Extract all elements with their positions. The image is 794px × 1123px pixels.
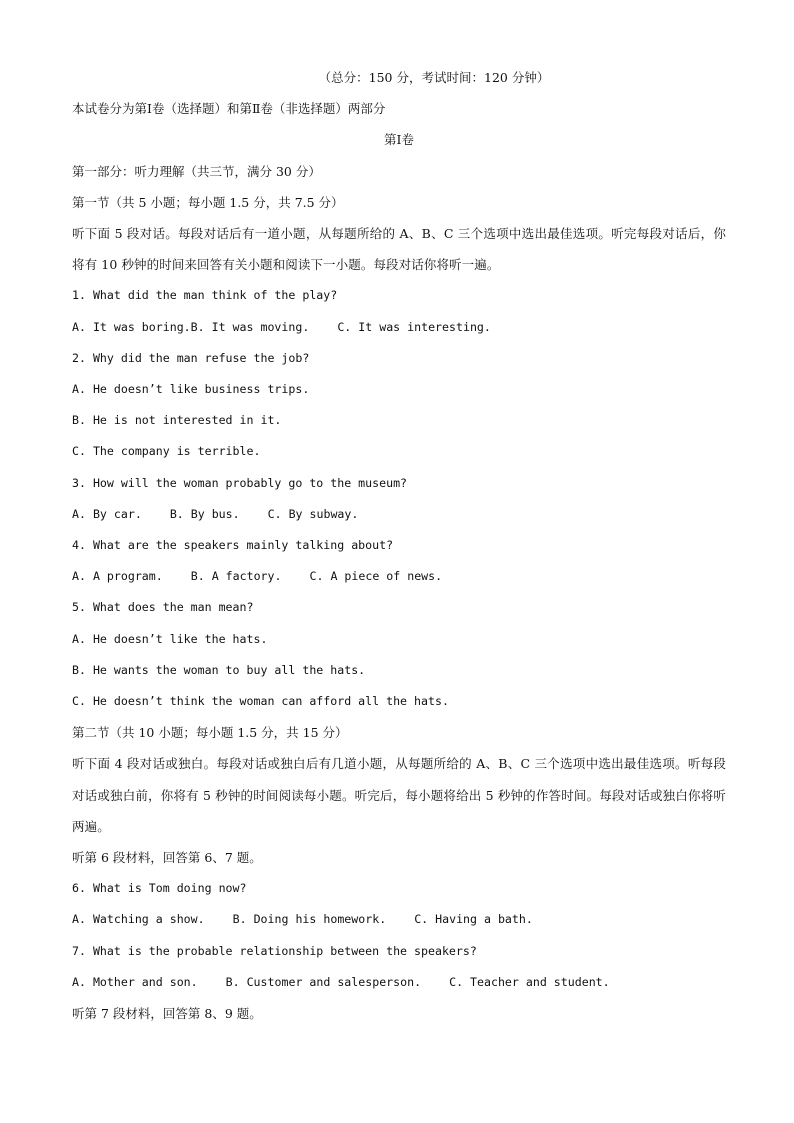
question-6-options [72,904,726,935]
option-4-b: B. A factory. [190,569,282,584]
question-2-stem: 2. Why did the man refuse the job? [72,350,310,365]
option-1-c: C. It was interesting. [337,319,491,334]
question-7-stem: 7. What is the probable relationship between the speakers? [72,943,477,958]
volume-title: 第Ⅰ卷 [384,132,414,148]
option-5-b: B. He wants the woman to buy all the hats. [72,662,366,677]
option-6-c: C. Having a bath. [414,912,533,927]
exam-page [72,62,726,1029]
section1-title: 第一节（共 5 小题；每小题 1.5 分，共 7.5 分） [72,194,344,210]
option-2-a: A. He doesn’t like business trips. [72,382,310,397]
option-7-a: A. Mother and son. [72,974,198,989]
question-5-stem: 5. What does the man mean? [72,600,254,615]
question-3-options [72,499,726,530]
question-3-stem: 3. How will the woman probably go to the museum? [72,475,408,490]
section2-instructions: 听下面 4 段对话或独白。每段对话或独白后有几道小题，从每题所给的 A、B、C 三个选项中选出最佳选项。听每段对话或独白前，你将有 5 秒钟的时间阅读每小题。听完后，每小题将给出 5 秒钟的作答时间。每段对话或独白你将听两遍。 [72,756,726,834]
option-3-c: C. By subway. [267,506,359,521]
question-1-options [72,312,726,343]
option-5-c: C. He doesn’t think the woman can afford all the hats. [72,694,449,709]
option-6-a: A. Watching a show. [72,912,205,927]
option-7-c: C. Teacher and student. [449,974,610,989]
question-4-stem: 4. What are the speakers mainly talking about? [72,538,394,553]
exam-structure: 本试卷分为第Ⅰ卷（选择题）和第Ⅱ卷（非选择题）两部分 [72,101,386,117]
option-3-a: A. By car. [72,506,142,521]
option-4-c: C. A piece of news. [309,569,443,584]
question-4-options [72,561,726,592]
section2-title: 第二节（共 10 小题；每小题 1.5 分，共 15 分） [72,725,348,741]
score-info: （总分：150 分，考试时间：120 分钟） [318,70,550,85]
material-7-note: 听第 7 段材料，回答第 8、9 题。 [72,1006,262,1022]
question-7-options [72,967,726,998]
option-5-a: A. He doesn’t like the hats. [72,631,268,646]
option-2-c: C. The company is terrible. [72,444,261,459]
option-6-b: B. Doing his homework. [232,912,387,927]
material-6-note: 听第 6 段材料，回答第 6、7 题。 [72,850,262,866]
question-1-stem: 1. What did the man think of the play? [72,288,338,303]
part1-title: 第一部分：听力理解（共三节，满分 30 分） [72,163,321,179]
option-1-ab: A. It was boring.B. It was moving. [72,319,310,334]
option-2-b: B. He is not interested in it. [72,413,282,428]
option-3-b: B. By bus. [169,506,240,521]
option-4-a: A. A program. [72,569,163,584]
question-6-stem: 6. What is Tom doing now? [72,881,247,896]
option-7-b: B. Customer and salesperson. [225,974,422,989]
section1-instructions: 听下面 5 段对话。每段对话后有一道小题，从每题所给的 A、B、C 三个选项中选出最佳选项。听完每段对话后，你将有 10 秒钟的时间来回答有关小题和阅读下一小题。每段对话你将听一遍。 [72,226,726,273]
